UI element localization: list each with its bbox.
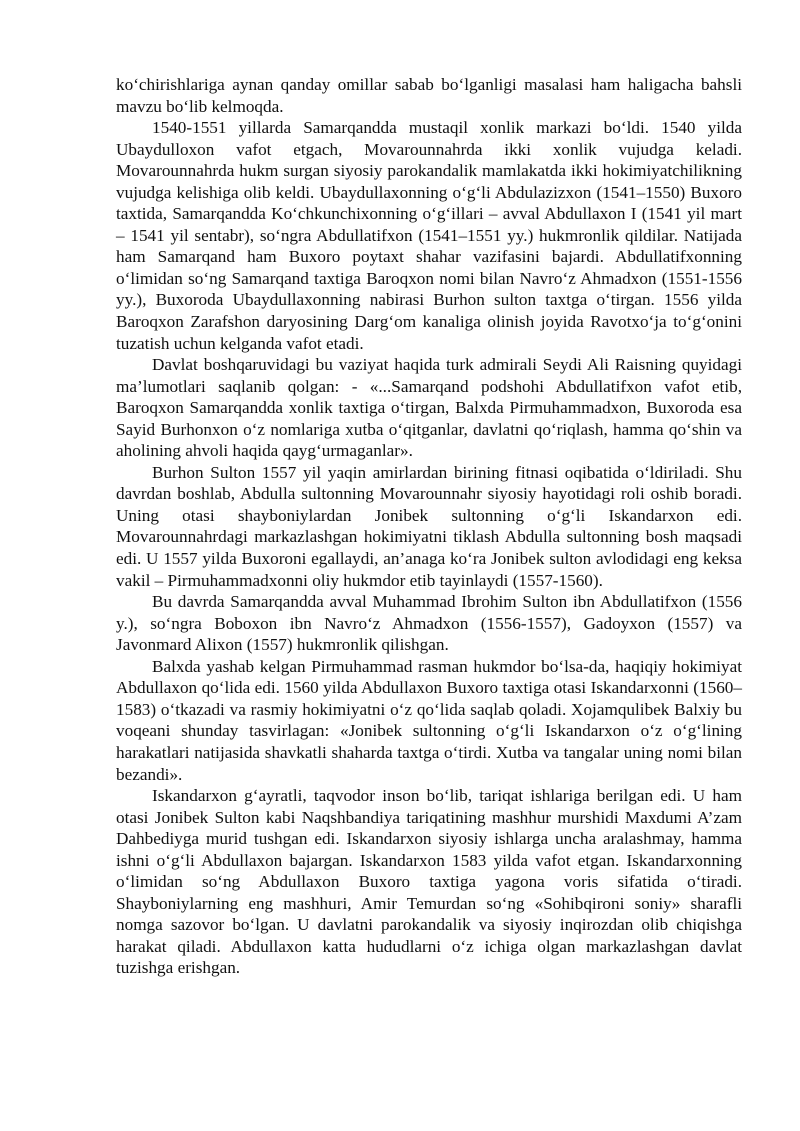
paragraph-samarqand-rulers: Bu davrda Samarqandda avval Muhammad Ibrohim Sulton ibn Abdullatifxon (1556 y.), so‘ngra Boboxon ibn Navro‘z Ahmadxon (1556-1557), Gadoyxon (1557) va Javonmard Alixon (1557) hukmronlik qilishgan. <box>116 592 742 655</box>
paragraph-seydi-ali-rais: Davlat boshqaruvidagi bu vaziyat haqida turk admirali Seydi Ali Raisning quyidagi ma’lumotlari saqlanib qolgan: - «...Samarqand podshohi Abdullatifxon vafot etib, Baroqxon Samarqandda xonlik taxtiga o‘tirgan, Balxda Pirmuhammadxon, Buxoroda esa Sayid Burhonxon o‘z nomlariga xutba o‘qitganlar, davlatni qo‘riqlash, hamma qo‘shin va aholining ahvoli haqida qayg‘urmaganlar». <box>116 355 742 461</box>
paragraph-continuation: ko‘chirishlariga aynan qanday omillar sabab bo‘lganligi masalasi ham haligacha bahsli mavzu bo‘lib kelmoqda. <box>116 75 742 116</box>
paragraph-iskandarxon: Iskandarxon g‘ayratli, taqvodor inson bo‘lib, tariqat ishlariga berilgan edi. U ham otasi Jonibek Sulton kabi Naqshbandiya tariqatining mashhur murshidi Maxdumi A’zam Dahbediyga murid tushgan edi. Iskandarxon siyosiy ishlarga uncha aralashmay, hamma ishni o‘g‘li Abdullaxon bajargan. Iskandarxon 1583 yilda vafot etgan. Iskandarxonning o‘limidan so‘ng Abdullaxon Buxoro taxtiga yagona voris sifatida o‘tiradi. Shayboniylarning eng mashhuri, Amir Temurdan so‘ng «Sohibqironi soniy» sharafli nomga sazovor bo‘lgan. U davlatni parokandalik va siyosiy inqirozdan olib chiqishga harakat qiladi. Abdullaxon katta hududlarni o‘z ichiga olgan markazlashgan davlat tuzishga erishgan. <box>116 786 742 978</box>
document-page <box>116 74 742 979</box>
paragraph-samarqand-khanate: 1540-1551 yillarda Samarqandda mustaqil xonlik markazi bo‘ldi. 1540 yilda Ubaydulloxon vafot etgach, Movarounnahrda ikki xonlik vujudga keladi. Movarounnahrda hukm surgan siyosiy parokandalik mamlakatda ikki hokimiyatchilikning vujudga kelishiga olib keldi. Ubaydullaxonning o‘g‘li Abdulazizxon (1541–1550) Buxoro taxtida, Samarqandda Ko‘chkunchixonning o‘g‘illari – avval Abdullaxon I (1541 yil mart – 1541 yil sentabr), so‘ngra Abdullatifxon (1541–1551 yy.) hukmronlik qildilar. Natijada ham Samarqand ham Buxoro poytaxt shahar vazifasini bajardi. Abdullatifxonning o‘limidan so‘ng Samarqand taxtiga Baroqxon nomi bilan Navro‘z Ahmadxon (1551-1556 yy.), Buxoroda Ubaydullaxonning nabirasi Burhon sulton taxtga o‘tirgan. 1556 yilda Baroqxon Zarafshon daryosining Darg‘om kanaliga olinish joyida Ravotxo‘ja to‘g‘onini tuzatish uchun kelganda vafot etadi. <box>116 118 742 353</box>
paragraph-burhon-sulton: Burhon Sulton 1557 yil yaqin amirlardan birining fitnasi oqibatida o‘ldiriladi. Shu davrdan boshlab, Abdulla sultonning Movarounnahr siyosiy hayotidagi roli oshib boradi. Uning otasi shayboniylardan Jonibek sultonning o‘g‘li Iskandarxon edi. Movarounnahrdagi markazlashgan hokimiyatni tiklash Abdulla sultonning bosh maqsadi edi. U 1557 yilda Buxoroni egallaydi, an’anaga ko‘ra Jonibek sulton avlodidagi eng keksa vakil – Pirmuhammadxonni oliy hukmdor etib tayinlaydi (1557-1560). <box>116 462 742 590</box>
paragraph-pirmuhammad: Balxda yashab kelgan Pirmuhammad rasman hukmdor bo‘lsa-da, haqiqiy hokimiyat Abdullaxon qo‘lida edi. 1560 yilda Abdullaxon Buxoro taxtiga otasi Iskandarxonni (1560–1583) o‘tkazadi va rasmiy hokimiyatni o‘z qo‘lida saqlab qoladi. Xojamqulibek Balxiy bu voqeani shunday tasvirlagan: «Jonibek sultonning o‘g‘li Iskandarxon o‘z o‘g‘lining harakatlari natijasida shavkatli shaharda taxtga o‘tirdi. Xutba va tangalar uning nomi bilan bezandi». <box>116 656 742 784</box>
